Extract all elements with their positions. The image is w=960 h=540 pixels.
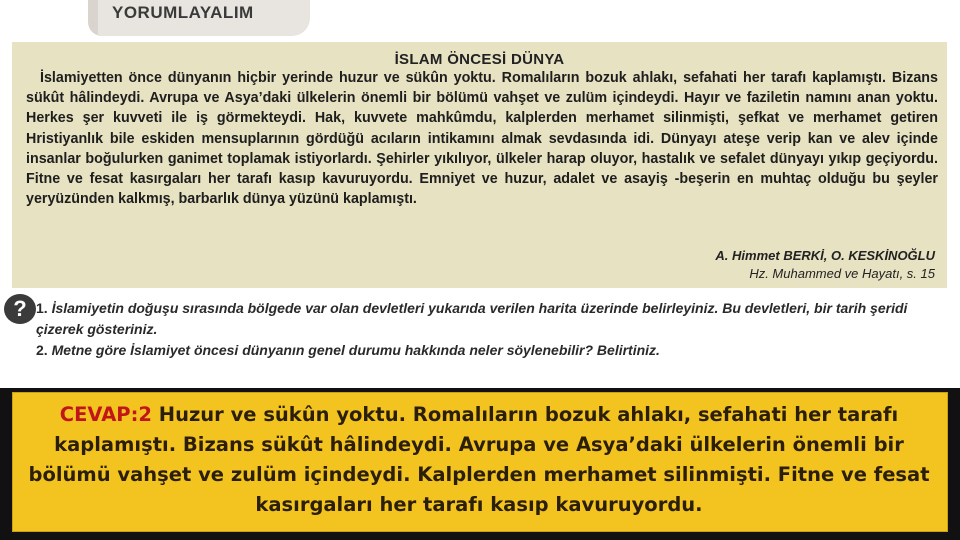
reading-panel xyxy=(12,42,947,288)
answer-text-block xyxy=(22,400,936,520)
reading-text: İslamiyetten önce dünyanın hiçbir yerinde huzur ve sükûn yoktu. Romalıların bozuk ahlakı, sefahati her tarafı kaplamıştı. Bizans sükût hâlindeydi. Avrupa ve Asya’daki ülkelerin önemli bir bölümü vahşet ve zulüm içindeydi. Hayır ve faziletin namını anan yoktu. Herkes şer kuvveti ile iş görmekteydi. Hak, kuvvete mahkûmdu, kalplerden merhamet silinmişti, şefkat ve merhamet getiren Hristiyanlık bile eskiden mensuplarının gördüğü acıların intikamını almak sevdasında idi. Dünyayı ateşe verip kan ve alev içinde insanlar boğulurken ganimet toplamak istiyorlardı. Şehirler yıkılıyor, ülkeler harap oluyor, hastalık ve sefalet dünyayı yıkıp geçiyordu. Fitne ve fesat kasırgaları her tarafı kasıp kavuruyordu. Emniyet ve huzur, adalet ve asayiş -beşerin en muhtaç olduğu bu şeyler yeryüzünden kalkmış, barbarlık dünya yüzünü kaplamıştı. xyxy=(26,70,938,208)
question-item xyxy=(36,340,946,361)
question-list xyxy=(36,298,946,361)
source-book: Hz. Muhammed ve Hayatı, s. 15 xyxy=(749,266,935,281)
question-number: 2. xyxy=(36,342,48,358)
section-title: YORUMLAYALIM xyxy=(112,3,254,22)
question-text: İslamiyetin doğuşu sırasında bölgede var olan devletleri yukarıda verilen harita üzerinde belirleyiniz. Bu devletleri, bir tarih şeridi çizerek gösteriniz. xyxy=(36,300,908,337)
question-text: Metne göre İslamiyet öncesi dünyanın genel durumu hakkında neler söylenebilir? Belirtiniz. xyxy=(51,342,660,358)
source-author: A. Himmet BERKİ, O. KESKİNOĞLU xyxy=(715,248,935,263)
answer-label: CEVAP:2 xyxy=(59,403,152,426)
reading-body xyxy=(26,68,938,209)
question-item xyxy=(36,298,946,340)
answer-text: Huzur ve sükûn yoktu. Romalıların bozuk ahlakı, sefahati her tarafı kaplamıştı. Bizans sükût hâlindeydi. Avrupa ve Asya’daki ülkelerin önemli bir bölümü vahşet ve zulüm içindeydi. Kalplerden merhamet silinmişti. Fitne ve fesat kasırgaları her tarafı kasıp kavuruyordu. xyxy=(28,403,930,516)
question-icon: ? xyxy=(4,294,36,324)
question-number: 1. xyxy=(36,300,48,316)
reading-title: İSLAM ÖNCESİ DÜNYA xyxy=(394,51,565,68)
